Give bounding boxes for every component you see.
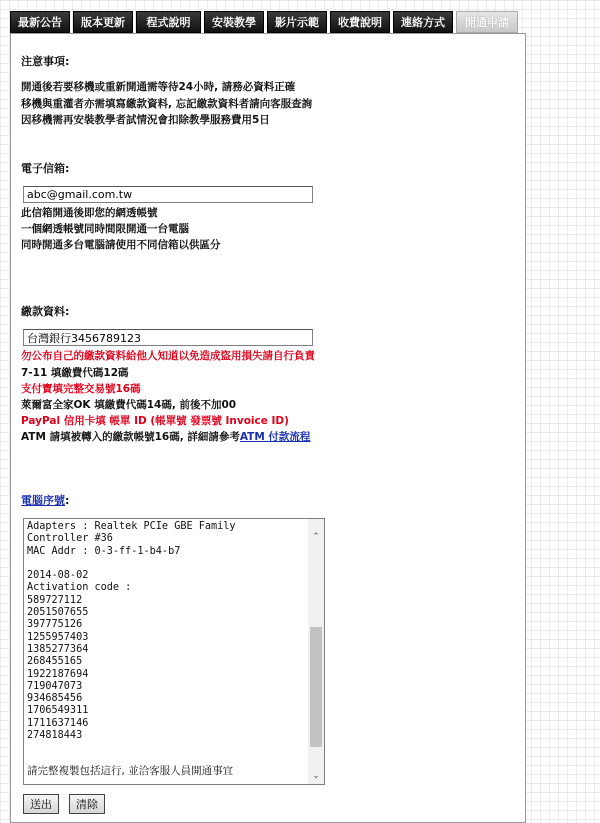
tab-bar <box>10 11 526 33</box>
scroll-thumb[interactable] <box>310 627 322 747</box>
payment-input[interactable] <box>23 329 313 346</box>
serial-textarea-content: Adapters : Realtek PCIe GBE Family Controller #36 MAC Addr : 0-3-ff-1-b4-b7 2014-08-02 Activation code : 589727112 2051507655 397775126 1255957403 1385277364 268455165 1922187694 719047073 934685456 1706549311 1711637146 274818443 <box>27 521 236 742</box>
tab-pricing[interactable]: 收費說明 <box>330 11 390 33</box>
notice-line: 因移機需再安裝教學者試情況會扣除教學服務費用5日 <box>21 114 270 126</box>
email-note: 一個網透帳號同時間限開通一台電腦 <box>21 223 189 235</box>
serial-help-link[interactable]: 電腦序號 <box>21 494 65 507</box>
serial-heading <box>21 492 69 508</box>
tab-video-demo[interactable]: 影片示範 <box>267 11 327 33</box>
tab-contact[interactable]: 連絡方式 <box>393 11 453 33</box>
scroll-down-icon[interactable]: ⌄ <box>312 771 320 781</box>
payment-note: 7-11 填繳費代碼12碼 <box>21 367 129 379</box>
serial-textarea-last-line: 請完整複製包括這行, 並洽客服人員開通事宜 <box>27 765 234 777</box>
payment-note-atm <box>21 429 310 444</box>
payment-note: 勿公布自己的繳款資料給他人知道以免造成盜用損失請自行負責 <box>21 350 315 362</box>
notice-heading: 注意事項: <box>21 55 70 68</box>
notice-line: 移機與重灌者亦需填寫繳款資料, 忘記繳款資料者請向客服查詢 <box>21 98 313 110</box>
tab-announcements[interactable]: 最新公告 <box>10 11 70 33</box>
payment-heading: 繳款資料: <box>21 305 70 318</box>
tab-activation-request[interactable]: 開通申請 <box>456 11 518 33</box>
submit-button[interactable]: 送出 <box>23 794 59 814</box>
payment-note: 支付寶填完整交易號16碼 <box>21 383 141 395</box>
textarea-scrollbar[interactable] <box>308 519 324 784</box>
atm-note-text: ATM 請填被轉入的繳款帳號16碼, 詳細請參考 <box>21 431 240 443</box>
tab-program-description[interactable]: 程式說明 <box>136 11 201 33</box>
activation-form-panel <box>10 33 526 823</box>
atm-payment-flow-link[interactable]: ATM 付款流程 <box>239 431 311 443</box>
payment-note: 萊爾富全家OK 填繳費代碼14碼, 前後不加00 <box>21 399 237 411</box>
notice-line: 開通後若要移機或重新開通需等待24小時, 請務必資料正確 <box>21 81 296 93</box>
email-note: 同時開通多台電腦請使用不同信箱以供區分 <box>21 239 221 251</box>
email-note: 此信箱開通後即您的網透帳號 <box>21 207 158 219</box>
email-input[interactable] <box>23 186 313 203</box>
tab-version-updates[interactable]: 版本更新 <box>73 11 133 33</box>
clear-button[interactable]: 清除 <box>69 794 105 814</box>
scroll-up-icon[interactable]: ⌃ <box>312 532 320 542</box>
email-heading: 電子信箱: <box>21 162 70 175</box>
serial-heading-colon: : <box>65 494 70 507</box>
payment-note: PayPal 信用卡填 帳單 ID (帳單號 發票號 Invoice ID) <box>21 415 289 427</box>
serial-textarea[interactable] <box>23 518 325 785</box>
tab-installation-tutorial[interactable]: 安裝教學 <box>204 11 264 33</box>
